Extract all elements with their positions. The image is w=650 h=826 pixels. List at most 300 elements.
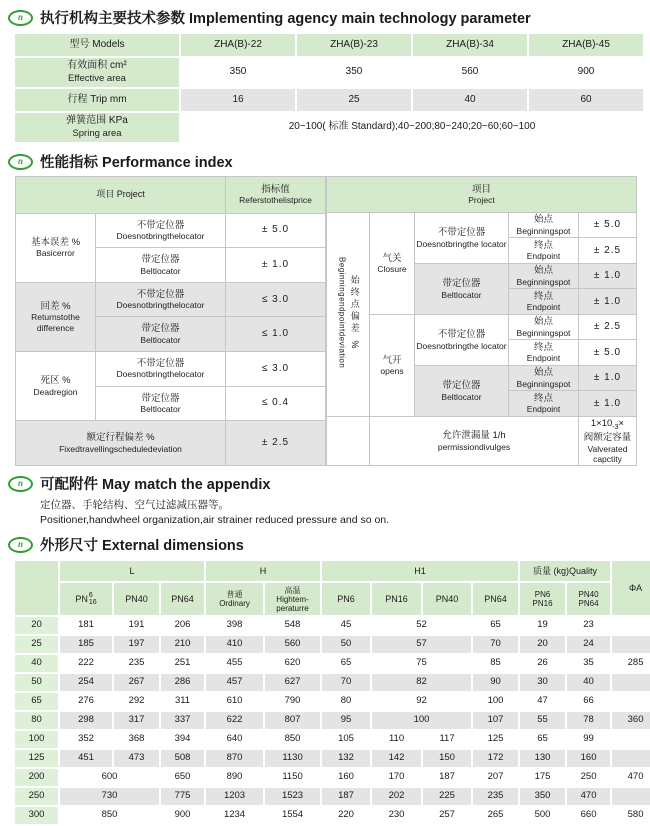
dims-row-65 — [15, 693, 650, 710]
perf-point — [509, 366, 579, 391]
dims-cell: 92 — [416, 695, 427, 707]
label-zh: 额定行程偏差 % — [86, 432, 155, 444]
dims-row-100 — [15, 731, 650, 748]
tech-area-row — [15, 58, 643, 87]
dims-cell: 117 — [439, 733, 455, 745]
perf-row — [327, 213, 637, 238]
perf-row — [327, 315, 637, 340]
tech-model-1: ZHA(B)-23 — [297, 34, 411, 56]
perf-value: ≤ 3.0 — [226, 352, 326, 387]
item-zh: 带定位器 — [442, 380, 481, 392]
dims-subheader-pn64: PN64 — [161, 583, 204, 615]
tech-spring-label-en: Spring area — [72, 127, 122, 139]
dims-size-cell: 40 — [15, 655, 58, 672]
dims-cell: 350 — [520, 788, 565, 805]
performance-table — [15, 176, 650, 466]
dims-cell: 57 — [372, 636, 471, 653]
perf-right-header-project — [327, 177, 637, 213]
leak-en: permissiondivulges — [437, 441, 511, 452]
perf-value: ≤ 3.0 — [226, 282, 326, 317]
valve-en1: Valverated — [587, 443, 628, 454]
dims-cell: 207 — [487, 771, 504, 783]
perf-point — [509, 238, 579, 264]
perf-point — [509, 340, 579, 366]
dims-cell: 230 — [388, 809, 405, 821]
dims-cell: 775 — [161, 788, 204, 805]
perf-right-header — [327, 177, 637, 213]
item-en: Beltlocator — [140, 265, 181, 276]
dims-row-200 — [15, 769, 650, 786]
tech-spring-label-zh: 弹簧范围 KPa — [66, 115, 128, 127]
dims-cell — [612, 617, 650, 634]
perf-point — [509, 289, 579, 315]
dims-cell: 600 — [101, 771, 118, 783]
label-en: Returnstothe difference — [31, 312, 80, 333]
point-zh: 终点 — [533, 341, 553, 353]
performance-title-zh: 性能指标 — [40, 155, 98, 171]
dims-cell: 85 — [490, 657, 501, 669]
dimensions-title-en: External dimensions — [102, 538, 244, 555]
dims-cell: 622 — [206, 712, 263, 729]
point-en: Endpoint — [526, 353, 561, 364]
dims-cell: 500 — [534, 809, 551, 821]
dims-cell: 50 — [322, 636, 370, 653]
point-zh: 始点 — [533, 265, 553, 277]
brand-logo-icon: n — [8, 537, 33, 553]
valve-zh: 阀额定容量 — [583, 432, 632, 444]
dims-size-cell: 300 — [15, 807, 58, 824]
tech-area-3: 900 — [577, 66, 595, 78]
dims-cell: 24 — [567, 636, 610, 653]
dims-size-cell: 125 — [15, 750, 58, 767]
dims-cell: 160 — [567, 750, 610, 767]
dims-cell: 298 — [60, 712, 112, 729]
tech-header-row — [15, 34, 643, 56]
perf-item — [96, 352, 226, 387]
perf-left-header-value — [226, 177, 326, 214]
dims-cell: 394 — [174, 733, 191, 745]
dims-cell: 850 — [284, 733, 301, 745]
tech-spring-row — [15, 113, 643, 142]
dims-cell: 185 — [60, 636, 112, 653]
dims-cell: 181 — [78, 619, 94, 631]
dims-cell: 30 — [520, 674, 565, 691]
tech-title — [40, 7, 531, 28]
dims-cell: 78 — [567, 712, 610, 729]
header-en: Project — [468, 195, 495, 206]
dims-cell: 160 — [338, 771, 354, 783]
dims-cell: 150 — [423, 750, 471, 767]
dims-cell: 75 — [416, 657, 427, 669]
point-en: Beginningspot — [516, 225, 571, 236]
dims-cell: 100 — [372, 712, 471, 729]
performance-table-left — [15, 176, 326, 466]
perf-value: ± 1.0 — [579, 264, 637, 289]
point-zh: 终点 — [533, 239, 553, 251]
dims-size-cell: 20 — [15, 617, 58, 634]
dims-cell: 52 — [416, 619, 427, 631]
item-zh: 不带定位器 — [136, 358, 185, 369]
label-zh: 气开 — [382, 354, 402, 366]
item-zh: 不带定位器 — [136, 219, 185, 231]
dims-row-300 — [15, 807, 650, 824]
dims-row-125 — [15, 750, 650, 767]
dimensions-title-zh: 外形尺寸 — [40, 538, 98, 555]
perf-value: ± 1.0 — [579, 289, 637, 315]
dims-cell: 35 — [583, 657, 594, 669]
dims-cell: 197 — [114, 636, 159, 653]
tech-area-0: 350 — [229, 66, 247, 78]
dims-cell: 235 — [128, 657, 145, 669]
dims-cell: 210 — [161, 636, 204, 653]
dims-row-20 — [15, 617, 650, 634]
tech-trip-2: 40 — [413, 89, 527, 111]
appendix-title-zh: 可配附件 — [40, 477, 98, 494]
label-zh: 死区 % — [40, 375, 71, 387]
perf-value: ± 2.5 — [579, 238, 637, 264]
tech-area-1: 350 — [345, 66, 363, 78]
item-en: Doesnotbringthelocator — [116, 300, 205, 311]
dims-cell: 1150 — [282, 771, 303, 783]
perf-empty-cell — [327, 417, 370, 466]
perf-value: ≤ 1.0 — [226, 317, 326, 352]
item-en: Beltlocator — [441, 391, 482, 402]
dims-cell: 65 — [340, 657, 352, 669]
dims-cell: 130 — [520, 750, 565, 767]
dims-cell — [612, 731, 650, 748]
dims-cell: 257 — [439, 809, 455, 821]
dims-cell: 285 — [627, 657, 644, 669]
dims-cell: 225 — [423, 788, 471, 805]
valve-sub: -3 — [612, 423, 619, 431]
dims-group-quality: 质量 (kg)Quality — [520, 561, 610, 581]
label-en: opens — [380, 366, 404, 377]
item-en: Beltlocator — [441, 289, 482, 300]
perf-left-header-value-zh: 指标值 — [261, 184, 290, 196]
ordinary-en: Ordinary — [219, 599, 250, 609]
dims-cell — [612, 674, 650, 691]
dims-cell: 610 — [226, 695, 243, 707]
dims-row-250 — [15, 788, 650, 805]
pn-bottom: 16 — [88, 599, 97, 607]
item-en: Doesnotbringthelocator — [116, 231, 205, 242]
perf-opens-label — [370, 315, 415, 417]
tech-trip-1: 25 — [297, 89, 411, 111]
dims-cell — [612, 693, 650, 710]
point-zh: 始点 — [533, 214, 553, 226]
dims-cell: 206 — [174, 619, 191, 631]
dims-cell: 95 — [322, 712, 370, 729]
label-zh: 回差 % — [40, 301, 71, 313]
point-zh: 始点 — [533, 367, 553, 379]
q1-line1: PN6 — [534, 590, 551, 600]
dims-cell: 311 — [174, 695, 191, 707]
point-zh: 终点 — [533, 392, 553, 404]
label-zh: 基本误差 % — [30, 236, 81, 248]
perf-left-header — [16, 177, 326, 214]
item-zh: 带定位器 — [141, 392, 180, 404]
dims-cell: 110 — [388, 733, 405, 745]
section-title-tech — [8, 7, 650, 28]
q2-line1: PN40 — [578, 590, 599, 600]
point-en: Beginningspot — [516, 378, 571, 389]
dims-cell: 142 — [372, 750, 421, 767]
dimensions-table — [13, 559, 650, 826]
page — [0, 7, 650, 821]
perf-closure-label — [370, 213, 415, 315]
point-en: Endpoint — [526, 302, 561, 313]
q2-line2: PN64 — [578, 599, 599, 609]
point-en: Endpoint — [526, 404, 561, 415]
item-en: Doesnotbringthe locator — [416, 340, 507, 351]
dims-cell: 40 — [567, 674, 610, 691]
leak-zh: 允许泄漏量 1/h — [442, 430, 506, 442]
dims-cell: 20 — [520, 636, 565, 653]
section-title-dimensions — [8, 534, 650, 555]
perf-point — [509, 315, 579, 340]
dims-cell: 70 — [473, 636, 518, 653]
dimensions-title — [40, 534, 244, 555]
dims-cell: 191 — [128, 619, 145, 631]
dims-group-header-row — [15, 561, 650, 581]
dims-cell: 172 — [473, 750, 518, 767]
dims-cell: 220 — [338, 809, 354, 821]
dims-cell: 580 — [627, 809, 644, 821]
perf-dead-region-label — [16, 352, 96, 421]
valve-line1 — [580, 418, 635, 432]
item-en: Doesnotbringthelocator — [116, 369, 205, 380]
perf-item — [96, 386, 226, 421]
dims-cell: 267 — [114, 674, 159, 691]
perf-value: ± 1.0 — [226, 248, 326, 283]
dims-cell: 470 — [627, 771, 644, 783]
dims-cell: 107 — [473, 712, 518, 729]
performance-title — [40, 151, 233, 172]
dims-cell: 187 — [322, 788, 370, 805]
perf-item — [415, 264, 509, 315]
dims-cell: 660 — [580, 809, 597, 821]
tech-trip-row — [15, 89, 643, 111]
dims-sub-header-row — [15, 583, 650, 615]
dims-size-cell: 100 — [15, 731, 58, 748]
tech-area-label-en: Effective area — [68, 72, 126, 84]
dims-cell: 1203 — [206, 788, 263, 805]
tech-model-0: ZHA(B)-22 — [181, 34, 295, 56]
dims-size-cell: 250 — [15, 788, 58, 805]
q1-line2: PN16 — [532, 599, 553, 609]
perf-item — [415, 315, 509, 366]
dims-cell: 254 — [60, 674, 112, 691]
appendix-title-en: May match the appendix — [102, 477, 271, 494]
dims-cell: 640 — [226, 733, 243, 745]
dims-row-80 — [15, 712, 650, 729]
perf-value: ± 5.0 — [579, 340, 637, 366]
dims-cell: 870 — [206, 750, 263, 767]
dims-cell: 187 — [439, 771, 455, 783]
section-title-appendix — [8, 473, 650, 494]
perf-row — [16, 421, 326, 466]
appendix-body — [40, 498, 650, 527]
dims-row-25 — [15, 636, 650, 653]
tech-trip-label: 行程 Trip mm — [15, 89, 179, 111]
dims-size-header — [15, 561, 58, 615]
perf-point — [509, 213, 579, 238]
perf-value: ± 1.0 — [579, 366, 637, 391]
perf-basic-error-label — [16, 213, 96, 282]
dims-cell: 398 — [226, 619, 243, 631]
dims-table-body — [15, 617, 650, 824]
dims-size-cell: 50 — [15, 674, 58, 691]
dims-cell: 352 — [78, 733, 94, 745]
point-en: Beginningspot — [516, 276, 571, 287]
vertical-text — [335, 257, 361, 368]
dims-cell: 80 — [340, 695, 352, 707]
dims-subheader-h1-pn6: PN6 — [322, 583, 370, 615]
item-en: Doesnotbringthe locator — [416, 238, 507, 249]
dims-cell: 235 — [473, 788, 518, 805]
point-zh: 终点 — [533, 290, 553, 302]
dims-cell: 470 — [567, 788, 610, 805]
dims-cell: 360 — [612, 712, 650, 729]
performance-table-right — [326, 176, 637, 466]
point-zh: 始点 — [533, 316, 553, 328]
dims-subheader-high-temp — [265, 583, 320, 615]
tech-area-2: 560 — [461, 66, 479, 78]
dims-subheader-pn6-16 — [60, 583, 112, 615]
perf-left-header-project: 项目 Project — [16, 177, 226, 214]
tech-trip-3: 60 — [529, 89, 643, 111]
tech-spring-value: 20~100( 标准 Standard);40~200;80~240;20~60;60~100 — [288, 121, 536, 133]
dims-cell: 82 — [372, 674, 471, 691]
dims-cell: 790 — [284, 695, 301, 707]
dims-cell: 807 — [265, 712, 320, 729]
dims-cell: 65 — [490, 619, 501, 631]
dims-cell: 620 — [284, 657, 301, 669]
dims-subheader-q-pn40-64 — [567, 583, 610, 615]
perf-item — [415, 213, 509, 264]
dims-row-50 — [15, 674, 650, 691]
perf-leak-label — [370, 417, 579, 466]
dims-cell: 730 — [60, 788, 159, 805]
perf-point — [509, 264, 579, 289]
perf-leak-row — [327, 417, 637, 466]
perf-value: ± 1.0 — [579, 391, 637, 417]
dims-size-cell: 25 — [15, 636, 58, 653]
item-zh: 带定位器 — [442, 278, 481, 290]
dims-cell: 99 — [583, 733, 594, 745]
perf-item — [96, 213, 226, 248]
perf-item — [96, 248, 226, 283]
perf-deviation-vertical-label — [327, 213, 370, 417]
perf-row — [16, 282, 326, 317]
item-zh: 不带定位器 — [437, 329, 486, 341]
brand-logo-icon: n — [8, 476, 33, 492]
dims-cell: 26 — [537, 657, 548, 669]
tech-model-3: ZHA(B)-45 — [529, 34, 643, 56]
dims-cell: 45 — [340, 619, 352, 631]
dims-cell: 70 — [322, 674, 370, 691]
hightemp-en2: peraturre — [276, 604, 309, 614]
valve-en2: capctity — [593, 453, 622, 464]
tech-title-en: Implementing agency main technology parameter — [189, 11, 531, 27]
vertical-en: Beginningendpointdeviation — [337, 257, 347, 369]
item-zh: 不带定位器 — [136, 288, 185, 300]
dims-cell: 627 — [265, 674, 320, 691]
dims-cell: 650 — [174, 771, 191, 783]
brand-logo-icon: n — [8, 10, 33, 26]
dims-cell: 286 — [161, 674, 204, 691]
label-zh: 气关 — [382, 252, 402, 264]
tech-area-label-zh: 有效面积 cm² — [67, 60, 127, 72]
dims-cell: 47 — [537, 695, 548, 707]
dims-cell: 55 — [520, 712, 565, 729]
dims-size-cell: 80 — [15, 712, 58, 729]
dims-group-H: H — [206, 561, 320, 581]
dims-cell: 23 — [583, 619, 594, 631]
dims-row-40 — [15, 655, 650, 672]
label-en: Fixedtravellingscheduledeviation — [59, 443, 182, 454]
dims-group-L: L — [60, 561, 204, 581]
dims-cell: 175 — [534, 771, 551, 783]
valve-post: × — [618, 418, 625, 429]
dims-subheader-pn40: PN40 — [114, 583, 159, 615]
dims-size-cell: 65 — [15, 693, 58, 710]
item-en: Beltlocator — [140, 403, 181, 414]
dims-group-H1: H1 — [322, 561, 518, 581]
dims-cell: 368 — [128, 733, 145, 745]
dims-cell: 250 — [580, 771, 597, 783]
dims-subheader-q-pn6-16 — [520, 583, 565, 615]
appendix-line-zh: 定位器、手轮结构、空气过滤减压器等。 — [40, 499, 229, 512]
dims-cell: 850 — [101, 809, 118, 821]
point-en: Endpoint — [526, 251, 561, 262]
perf-value: ± 2.5 — [226, 421, 326, 466]
perf-point — [509, 391, 579, 417]
dims-size-cell: 200 — [15, 769, 58, 786]
dims-cell: 410 — [206, 636, 263, 653]
tech-area-label — [15, 58, 179, 87]
performance-title-en: Performance index — [102, 155, 233, 171]
dims-cell: 548 — [284, 619, 301, 631]
perf-travel-deviation-label — [16, 421, 226, 466]
perf-value: ± 5.0 — [579, 213, 637, 238]
dims-subheader-ordinary — [206, 583, 263, 615]
dims-cell: 19 — [537, 619, 548, 631]
dims-cell: 65 — [537, 733, 548, 745]
perf-item — [96, 317, 226, 352]
dims-cell: 337 — [161, 712, 204, 729]
perf-valve-capacity — [579, 417, 637, 466]
appendix-title — [40, 473, 270, 494]
perf-left-header-value-en: Referstothelistprice — [239, 195, 312, 206]
dims-cell: 105 — [338, 733, 354, 745]
valve-pre: 1×10 — [590, 418, 613, 429]
dims-cell: 100 — [487, 695, 504, 707]
label-en: Basicerror — [36, 248, 75, 259]
tech-model-2: ZHA(B)-34 — [413, 34, 527, 56]
perf-row — [16, 213, 326, 248]
dims-cell: 292 — [128, 695, 145, 707]
dims-cell: 222 — [78, 657, 94, 669]
dims-cell: 457 — [206, 674, 263, 691]
label-en: Deadregion — [33, 386, 78, 397]
dims-cell: 265 — [487, 809, 504, 821]
dims-cell: 202 — [372, 788, 421, 805]
item-zh: 不带定位器 — [437, 227, 486, 239]
dims-cell — [612, 750, 650, 767]
dims-cell: 900 — [174, 809, 191, 821]
dims-cell: 473 — [114, 750, 159, 767]
